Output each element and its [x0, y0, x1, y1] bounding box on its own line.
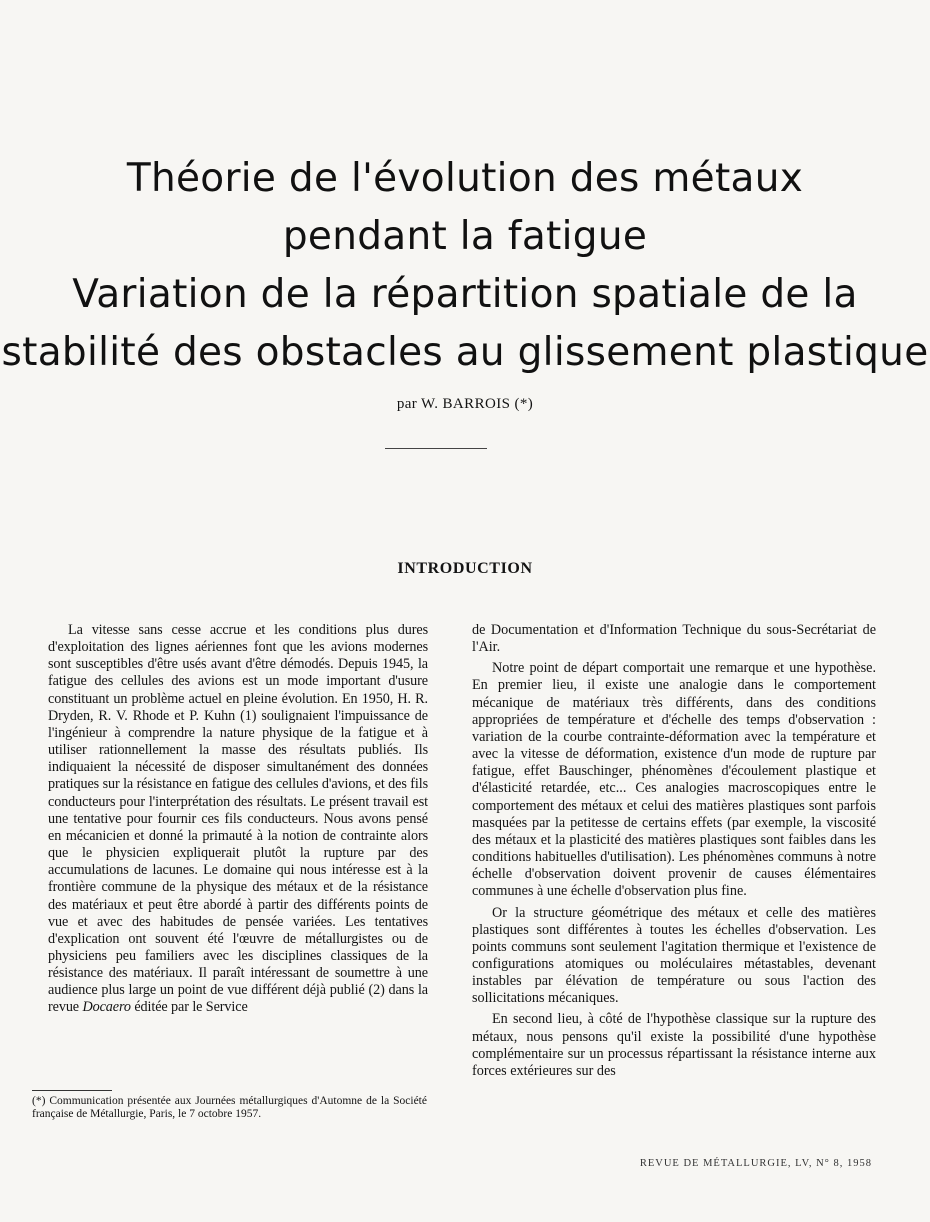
running-footer: REVUE DE MÉTALLURGIE, LV, N° 8, 1958	[639, 1158, 872, 1169]
left-paragraph-1	[48, 622, 428, 1017]
title-line-2: pendant la fatigue	[282, 214, 648, 259]
title-line-1: Théorie de l'évolution des métaux	[126, 156, 804, 201]
title-line-3: Variation de la répartition spatiale de la	[72, 272, 858, 317]
footnote: (*) Communication présentée aux Journées métallurgiques d'Automne de la Société française de Métallurgie, Paris, le 7 octobre 1957.	[32, 1095, 427, 1120]
left-column	[48, 622, 428, 1017]
author-byline: par W. BARROIS (*)	[396, 396, 534, 412]
left-paragraph-1-text: La vitesse sans cesse accrue et les conditions plus dures d'exploitation des lignes aériennes font que les avions modernes sont susceptibles d'être usés avant d'être démodés. Depuis 1945, la fatigue des cellules des avions est un mode important d'usure constituant un problème actuel en pleine évolution. En 1950, H. R. Dryden, R. V. Rhode et P. Kuhn (1) soulignaient l'impuissance de l'ingénieur à comprendre la nature physique de la fatigue et à utiliser rationnellement la masse des résultats publiés. Ils indiquaient la nécessité de disposer simultanément des données pratiques sur la résistance en fatigue des cellules d'avions, et des fils conducteurs pour l'interprétation des résultats. Le présent travail est une tentative pour fournir ces fils conducteurs. Nous avons pensé en mécanicien et donné la primauté à la notion de contrainte alors que le physicien expliquerait plutôt la rupture par des accumulations de lacunes. Le domaine qui nous intéresse est à la frontière commune de la physique des métaux et de la résistance des matériaux et peut être abordé à partir des différents points de vue et avec des habitudes de pensée variées. Les tentatives d'explication ont souvent été l'œuvre de métallurgistes ou de physiciens peu familiers avec les disciplines classiques de la résistance des matériaux. Il paraît intéressant de soumettre à une audience plus large un point de vue différent déjà publié (2) dans la revue	[48, 622, 428, 1016]
title-divider	[385, 448, 487, 449]
right-column	[472, 622, 876, 1080]
title-line-4: stabilité des obstacles au glissement plastique	[1, 330, 929, 375]
section-heading: INTRODUCTION	[397, 560, 533, 577]
left-paragraph-1-end: éditée par le Service	[134, 999, 248, 1016]
journal-name: Docaero	[82, 999, 131, 1016]
right-paragraph-1: Notre point de départ comportait une remarque et une hypothèse. En premier lieu, il existe une analogie dans le comportement mécanique de matériaux très différents, dans des conditions appropriées de température et d'échelle des temps d'observation : variation de la courbe contrainte-déformation avec la température et avec la vitesse de déformation, existence d'un mode de rupture par fatigue, effet Bauschinger, phénomènes d'écoulement plastique et d'élasticité retardée, etc... Ces analogies macroscopiques entre le comportement des métaux et celui des matières plastiques sont parfois masquées par la petitesse de certains effets (par exemple, la viscosité des métaux et la plasticité des matières plastiques sont faibles dans les conditions habituelles d'utilisation). Les phénomènes communs à notre échelle d'observation doivent provenir de causes élémentaires communes à une échelle d'observation plus fine.	[472, 660, 876, 900]
article-title	[0, 150, 930, 382]
right-paragraph-3: En second lieu, à côté de l'hypothèse classique sur la rupture des métaux, nous pensons qu'il existe la possibilité d'une hypothèse complémentaire sur un processus répartissant la résistance interne aux forces extérieures sur des	[472, 1011, 876, 1079]
right-paragraph-2: Or la structure géométrique des métaux et celle des matières plastiques sont différentes à toutes les échelles d'observation. Les points communs sont seulement l'agitation thermique et l'existence de configurations atomiques ou moléculaires métastables, devenant instables par élévation de température ou sous l'action des sollicitations mécaniques.	[472, 904, 876, 1007]
right-paragraph-continuation: de Documentation et d'Information Technique du sous-Secrétariat de l'Air.	[472, 622, 876, 656]
footnote-divider	[32, 1090, 112, 1091]
